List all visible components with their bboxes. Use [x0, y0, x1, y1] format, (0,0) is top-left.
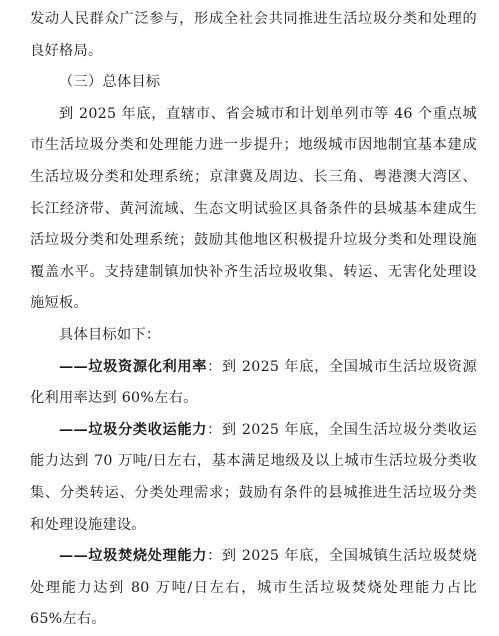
target-text-2: ：到 2025 年底，全国生活垃圾分类收运能力达到 70 万吨/日左右，基本满足地级及以上城市生活垃圾分类收集、分类转运、分类处理需求；鼓励有条件的县城推进生活垃圾分类和处理设施建设。 — [30, 421, 477, 533]
target-incineration-capacity — [30, 541, 477, 636]
overall-goal-paragraph: 到 2025 年底，直辖市、省会城市和计划单列市等 46 个重点城市生活垃圾分类和处理能力进一步提升；地级城市因地制宜基本建成生活垃圾分类和处理系统；京津冀及周边、长三角、粤港澳大湾区、长江经济带、黄河流域、生态文明试验区具备条件的县城基本建成生活垃圾分类和处理系统；鼓励其他地区积极提升垃圾分类和处理设施覆盖水平。支持建制镇加快补齐生活垃圾收集、转运、无害化处理设施短板。 — [30, 105, 477, 312]
target-text-3: ：到 2025 年底，全国城镇生活垃圾焚烧处理能力达到 80 万吨/日左右，城市生活垃圾焚烧处理能力占比 65%左右。 — [30, 548, 477, 628]
target-resource-utilization — [30, 352, 477, 415]
intro-paragraph: 发动人民群众广泛参与，形成全社会共同推进生活垃圾分类和处理的良好格局。 — [30, 11, 477, 59]
target-lead-3: ——垃圾焚烧处理能力 — [59, 548, 208, 565]
target-lead-1: ——垃圾资源化利用率 — [59, 358, 208, 375]
target-collection-capacity — [30, 415, 477, 541]
section-heading: （三）总体目标 — [59, 74, 161, 91]
target-text-1: ：到 2025 年底，全国城市生活垃圾资源化利用率达到 60%左右。 — [30, 358, 477, 407]
specific-goals-intro: 具体目标如下： — [59, 326, 161, 343]
target-lead-2: ——垃圾分类收运能力 — [59, 421, 208, 438]
